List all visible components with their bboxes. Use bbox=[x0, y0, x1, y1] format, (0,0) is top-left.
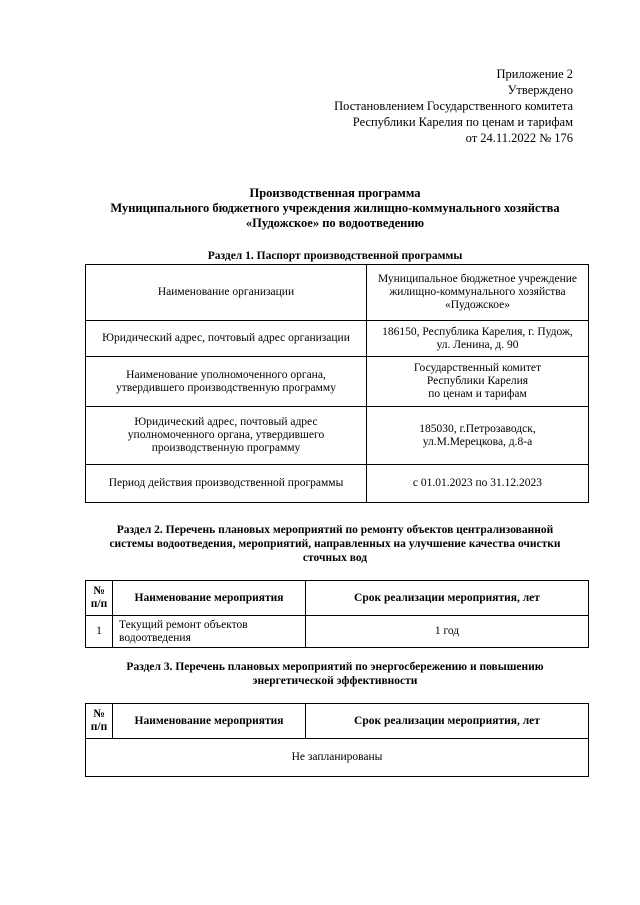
header-line: № bbox=[93, 708, 105, 720]
header-term: Срок реализации мероприятия, лет bbox=[306, 704, 589, 739]
document-title bbox=[60, 186, 610, 231]
empty-note: Не запланированы bbox=[86, 739, 589, 777]
header-term: Срок реализации мероприятия, лет bbox=[306, 581, 589, 616]
header-name: Наименование мероприятия bbox=[113, 581, 306, 616]
measures-table bbox=[85, 580, 589, 648]
table-row bbox=[86, 357, 589, 407]
cell-line: утвердившего производственную программу bbox=[116, 381, 336, 394]
table-cell-label: Период действия производственной программы bbox=[86, 465, 367, 503]
table-cell-num: 1 bbox=[86, 616, 113, 648]
table-cell-value: с 01.01.2023 по 31.12.2023 bbox=[367, 465, 589, 503]
cell-line: водоотведения bbox=[119, 631, 191, 644]
table-cell-value bbox=[367, 321, 589, 357]
approval-line: Постановлением Государственного комитета bbox=[334, 99, 573, 113]
table-row bbox=[86, 265, 589, 321]
approval-line: Республики Карелия по ценам и тарифам bbox=[352, 115, 573, 129]
cell-line: ул. Ленина, д. 90 bbox=[436, 338, 519, 351]
cell-line: Текущий ремонт объектов bbox=[119, 618, 248, 631]
cell-line: Республики Карелия bbox=[426, 375, 529, 387]
cell-line: Юридический адрес, почтовый адрес bbox=[134, 416, 318, 428]
table-cell-label bbox=[86, 407, 367, 465]
passport-table bbox=[85, 264, 589, 503]
table-cell-value bbox=[367, 357, 589, 407]
table-cell-value bbox=[367, 407, 589, 465]
cell-line: жилищно-коммунального хозяйства bbox=[389, 286, 566, 298]
cell-line: 185030, г.Петрозаводск, bbox=[419, 422, 536, 435]
title-line: Раздел 3. Перечень плановых мероприятий по энергосбережению и повышению bbox=[126, 661, 544, 673]
header-line: п/п bbox=[90, 721, 108, 733]
approval-line: Приложение 2 bbox=[496, 67, 573, 81]
title-line: Производственная программа bbox=[249, 186, 421, 200]
cell-line: ул.М.Мерецкова, д.8-а bbox=[422, 435, 533, 448]
approval-stamp bbox=[273, 66, 573, 146]
header-num bbox=[86, 581, 113, 616]
title-line: Раздел 2. Перечень плановых мероприятий по ремонту объектов централизованной bbox=[116, 524, 554, 536]
cell-line: Наименование уполномоченного органа, bbox=[126, 368, 326, 381]
table-cell-value bbox=[367, 265, 589, 321]
header-line: п/п bbox=[90, 598, 108, 610]
section3-title bbox=[60, 660, 610, 688]
header-num bbox=[86, 704, 113, 739]
table-row bbox=[86, 616, 589, 648]
cell-line: по ценам и тарифам bbox=[428, 388, 527, 400]
title-line: «Пудожское» по водоотведению bbox=[245, 216, 425, 230]
table-cell-term: 1 год bbox=[306, 616, 589, 648]
table-cell-label: Наименование организации bbox=[86, 265, 367, 321]
table-cell-name bbox=[113, 616, 306, 648]
table-header-row bbox=[86, 581, 589, 616]
cell-line: уполномоченного органа, утвердившего bbox=[127, 429, 325, 441]
section2-title bbox=[60, 523, 610, 565]
title-line: Муниципального бюджетного учреждения жилищно-коммунального хозяйства bbox=[110, 201, 560, 215]
approval-line: Утверждено bbox=[507, 83, 573, 97]
energy-table bbox=[85, 703, 589, 777]
cell-line: Государственный комитет bbox=[413, 362, 542, 374]
approval-line: от 24.11.2022 № 176 bbox=[465, 131, 573, 145]
cell-line: производственную программу bbox=[151, 442, 301, 454]
header-line: № bbox=[93, 585, 105, 597]
header-name: Наименование мероприятия bbox=[113, 704, 306, 739]
table-row bbox=[86, 407, 589, 465]
title-line: сточных вод bbox=[302, 552, 368, 564]
cell-line: «Пудожское» bbox=[445, 299, 510, 311]
table-header-row bbox=[86, 704, 589, 739]
table-cell-label bbox=[86, 357, 367, 407]
section1-title: Раздел 1. Паспорт производственной программы bbox=[207, 250, 463, 262]
title-line: энергетической эффективности bbox=[252, 675, 418, 687]
table-row bbox=[86, 739, 589, 777]
table-row bbox=[86, 321, 589, 357]
table-cell-label: Юридический адрес, почтовый адрес организации bbox=[86, 321, 367, 357]
cell-line: 186150, Республика Карелия, г. Пудож, bbox=[382, 325, 573, 338]
cell-line: Муниципальное бюджетное учреждение bbox=[377, 273, 578, 285]
title-line: системы водоотведения, мероприятий, направленных на улучшение качества очистки bbox=[109, 538, 561, 550]
table-row bbox=[86, 465, 589, 503]
